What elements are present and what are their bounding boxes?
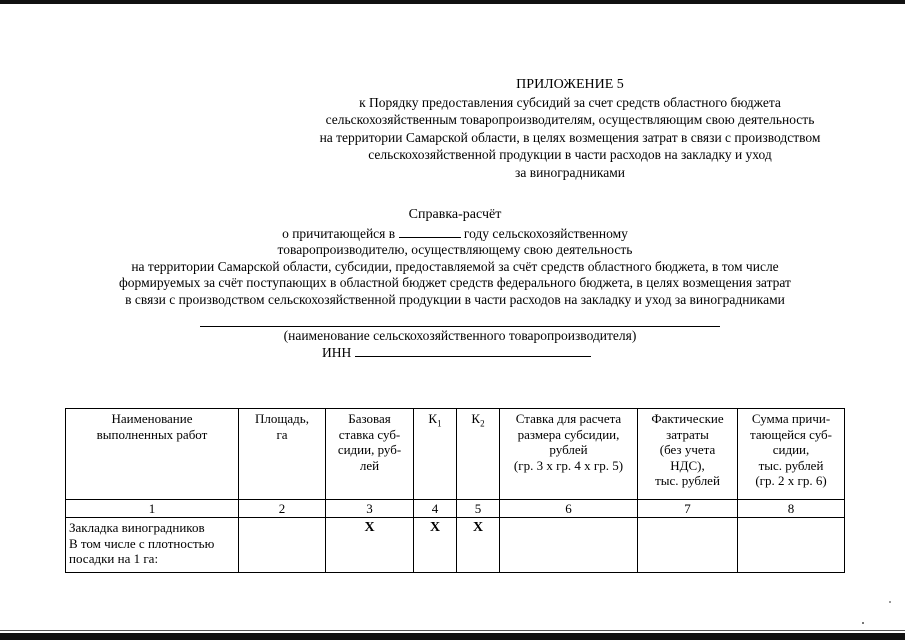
header-subsidy-sum [738,409,845,500]
work-name-line: Закладка виноградников [69,520,205,535]
title-line1-pre: о причитающейся в [282,225,396,241]
header-rate [500,409,638,500]
header-text: Фактические [651,411,724,426]
header-text: Ставка для расчета [515,411,622,426]
column-number: 2 [239,500,326,518]
appendix-heading: ПРИЛОЖЕНИЕ 5 [516,77,624,92]
header-text: Наименование [111,411,193,426]
column-number: 8 [738,500,845,518]
title-line: в связи с производством сельскохозяйственной продукции в части расходов на закладку и уход за виноградниками [125,291,785,307]
title-line: товаропроизводителю, осуществляющему свою деятельность [277,242,633,257]
header-text: тыс. рублей [758,457,824,473]
table-header-row [66,409,845,500]
header-work-name [66,409,239,500]
year-blank-field[interactable] [399,226,461,238]
appendix-line: за виноградниками [515,164,625,180]
header-text: К [428,411,438,426]
header-text: К [471,411,481,426]
title-year-line [70,226,840,243]
column-number: 3 [326,500,414,518]
subsidy-sum-cell[interactable] [738,518,845,573]
column-number: 5 [457,500,500,518]
k2-cell: X [457,518,500,573]
header-text: тающейся суб- [750,426,832,442]
header-text: (гр. 3 х гр. 4 х гр. 5) [513,457,624,473]
appendix-line: на территории Самарской области, в целях возмещения затрат в связи с производством [319,129,821,145]
column-number: 6 [500,500,638,518]
document-title-block [70,207,840,308]
header-subscript: 1 [437,418,442,429]
header-text: сидии, [772,442,810,457]
header-text: лей [359,457,380,473]
top-border [0,0,905,4]
header-area [239,409,326,500]
work-name-line: В том числе с плотностью [69,535,215,551]
header-text: затраты [666,426,709,442]
header-text: выполненных работ [96,426,208,442]
work-name-line: посадки на 1 га: [69,551,159,566]
inn-label: ИНН [322,345,352,360]
column-number: 1 [66,500,239,518]
appendix-line: к Порядку предоставления субсидий за счет средств областного бюджета [359,94,781,110]
header-subscript: 2 [480,418,485,429]
k1-cell: X [414,518,457,573]
column-number: 7 [638,500,738,518]
header-base-rate [326,409,414,500]
title-line: на территории Самарской области, субсидии, предоставляемой за счёт средств областного бюджета, в том числе [131,258,779,274]
header-text: ставка суб- [338,426,401,442]
column-number: 4 [414,500,457,518]
appendix-line: сельскохозяйственным товаропроизводителям, осуществляющим свою деятельность [325,112,815,127]
header-text: НДС), [670,457,705,473]
header-k2 [457,409,500,500]
bottom-border [0,633,905,640]
header-text: (гр. 2 х гр. 6) [755,473,827,488]
column-number-row [66,500,845,518]
header-text: сидии, руб- [337,442,402,457]
work-name-cell [66,518,239,573]
header-k1 [414,409,457,500]
scan-speck [862,622,864,624]
actual-costs-cell[interactable] [638,518,738,573]
area-cell[interactable] [239,518,326,573]
header-text: Сумма причи- [751,411,831,426]
appendix-line: сельскохозяйственной продукции в части расходов на закладку и уход [368,147,772,162]
scan-speck [889,601,891,603]
rate-cell[interactable] [500,518,638,573]
producer-caption: (наименование сельскохозяйственного товаропроизводителя) [283,328,637,343]
header-text: размера субсидии, [517,426,620,442]
header-text: тыс. рублей [655,473,720,488]
header-text: (без учета [659,442,716,457]
table-row [66,518,845,573]
header-text: га [276,426,288,442]
base-rate-cell: X [326,518,414,573]
title-line1-post: году сельскохозяйственному [463,225,628,241]
inn-field[interactable] [355,345,591,357]
header-text: Базовая [348,411,391,426]
producer-name-field[interactable] [200,326,720,327]
inn-row [322,345,591,361]
header-actual-costs [638,409,738,500]
header-text: Площадь, [255,411,309,426]
document-title: Справка-расчёт [408,207,502,222]
title-line: формируемых за счёт поступающих в областной бюджет средств федерального бюджета, в целях возмещения затрат [119,275,791,290]
header-text: рублей [549,442,588,457]
calculation-table [65,408,845,573]
appendix-header [280,76,860,181]
